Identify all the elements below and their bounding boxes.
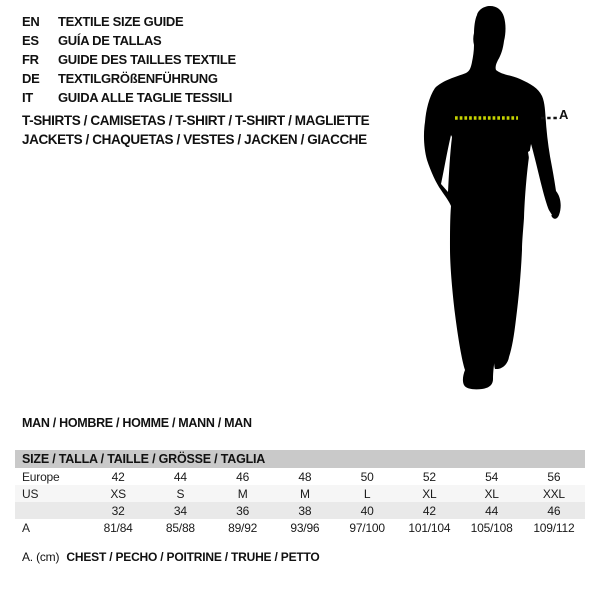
lang-label: GUIDE DES TAILLES TEXTILE bbox=[58, 52, 236, 67]
lang-code: EN bbox=[22, 14, 40, 29]
lang-code: FR bbox=[22, 52, 39, 67]
category-line-jackets: JACKETS / CHAQUETAS / VESTES / JACKEN / GIACCHE bbox=[22, 132, 367, 147]
lang-label: GUÍA DE TALLAS bbox=[58, 33, 162, 48]
row-label-europe: Europe bbox=[22, 469, 60, 484]
cell-us-2: S bbox=[176, 486, 185, 501]
lang-label: TEXTILE SIZE GUIDE bbox=[58, 14, 184, 29]
cell-us-7: XL bbox=[484, 486, 499, 501]
cell-europe-1: 42 bbox=[111, 469, 125, 484]
cell-usnum-6: 42 bbox=[422, 503, 436, 518]
cell-europe-6: 52 bbox=[422, 469, 436, 484]
lang-code: IT bbox=[22, 90, 33, 105]
man-silhouette-figure bbox=[405, 0, 595, 400]
lang-label: GUIDA ALLE TAGLIE TESSILI bbox=[58, 90, 233, 105]
footnote-prefix: A. (cm) bbox=[22, 550, 60, 564]
cell-europe-5: 50 bbox=[360, 469, 374, 484]
cell-usnum-4: 38 bbox=[298, 503, 312, 518]
cell-a-4: 93/96 bbox=[290, 520, 320, 535]
cell-usnum-8: 46 bbox=[547, 503, 561, 518]
man-silhouette-svg bbox=[405, 0, 595, 400]
cell-a-2: 85/88 bbox=[165, 520, 195, 535]
cell-usnum-7: 44 bbox=[485, 503, 499, 518]
cell-us-8: XXL bbox=[542, 486, 565, 501]
size-table-header: SIZE / TALLA / TAILLE / GRÖSSE / TAGLIA bbox=[15, 450, 585, 468]
cell-usnum-3: 36 bbox=[236, 503, 250, 518]
table-row-us-numeric bbox=[15, 502, 585, 519]
cell-us-4: M bbox=[299, 486, 310, 501]
lang-row-fr bbox=[22, 50, 236, 69]
cell-usnum-2: 34 bbox=[173, 503, 187, 518]
cell-usnum-5: 40 bbox=[360, 503, 374, 518]
category-line-tshirts: T-SHIRTS / CAMISETAS / T-SHIRT / T-SHIRT / MAGLIETTE bbox=[22, 113, 370, 128]
lang-row-es bbox=[22, 31, 236, 50]
cell-us-3: M bbox=[237, 486, 248, 501]
cell-usnum-1: 32 bbox=[111, 503, 125, 518]
lang-row-en bbox=[22, 12, 236, 31]
cell-europe-3: 46 bbox=[236, 469, 250, 484]
cell-europe-8: 56 bbox=[547, 469, 561, 484]
cell-a-3: 89/92 bbox=[228, 520, 258, 535]
measurement-a-label: A bbox=[559, 107, 569, 122]
lang-row-it bbox=[22, 88, 236, 107]
cell-a-6: 101/104 bbox=[408, 520, 451, 535]
cell-europe-7: 54 bbox=[485, 469, 499, 484]
table-row-us-letters bbox=[15, 485, 585, 502]
cell-a-5: 97/100 bbox=[349, 520, 385, 535]
cell-us-6: XL bbox=[422, 486, 437, 501]
measurement-footnote bbox=[22, 550, 320, 564]
cell-europe-2: 44 bbox=[173, 469, 187, 484]
cell-us-1: XS bbox=[110, 486, 126, 501]
cell-europe-4: 48 bbox=[298, 469, 312, 484]
lang-code: DE bbox=[22, 71, 40, 86]
man-silhouette-shape bbox=[424, 6, 561, 389]
lang-label: TEXTILGRÖßENFÜHRUNG bbox=[58, 71, 218, 86]
table-row-europe bbox=[15, 468, 585, 485]
row-label-a: A bbox=[22, 520, 30, 535]
size-table bbox=[15, 450, 585, 536]
cell-us-5: L bbox=[363, 486, 371, 501]
section-title-man: MAN / HOMBRE / HOMME / MANN / MAN bbox=[22, 416, 252, 430]
cell-a-7: 105/108 bbox=[470, 520, 513, 535]
table-row-chest-cm bbox=[15, 519, 585, 536]
category-headings bbox=[22, 111, 369, 149]
lang-row-de bbox=[22, 69, 236, 88]
row-label-us: US bbox=[22, 486, 39, 501]
lang-code: ES bbox=[22, 33, 39, 48]
footnote-text: CHEST / PECHO / POITRINE / TRUHE / PETTO bbox=[66, 550, 320, 564]
size-table-header-row bbox=[15, 450, 585, 468]
row-label-blank bbox=[15, 502, 87, 519]
language-guide-list bbox=[22, 12, 236, 107]
cell-a-1: 81/84 bbox=[103, 520, 133, 535]
cell-a-8: 109/112 bbox=[533, 520, 575, 535]
